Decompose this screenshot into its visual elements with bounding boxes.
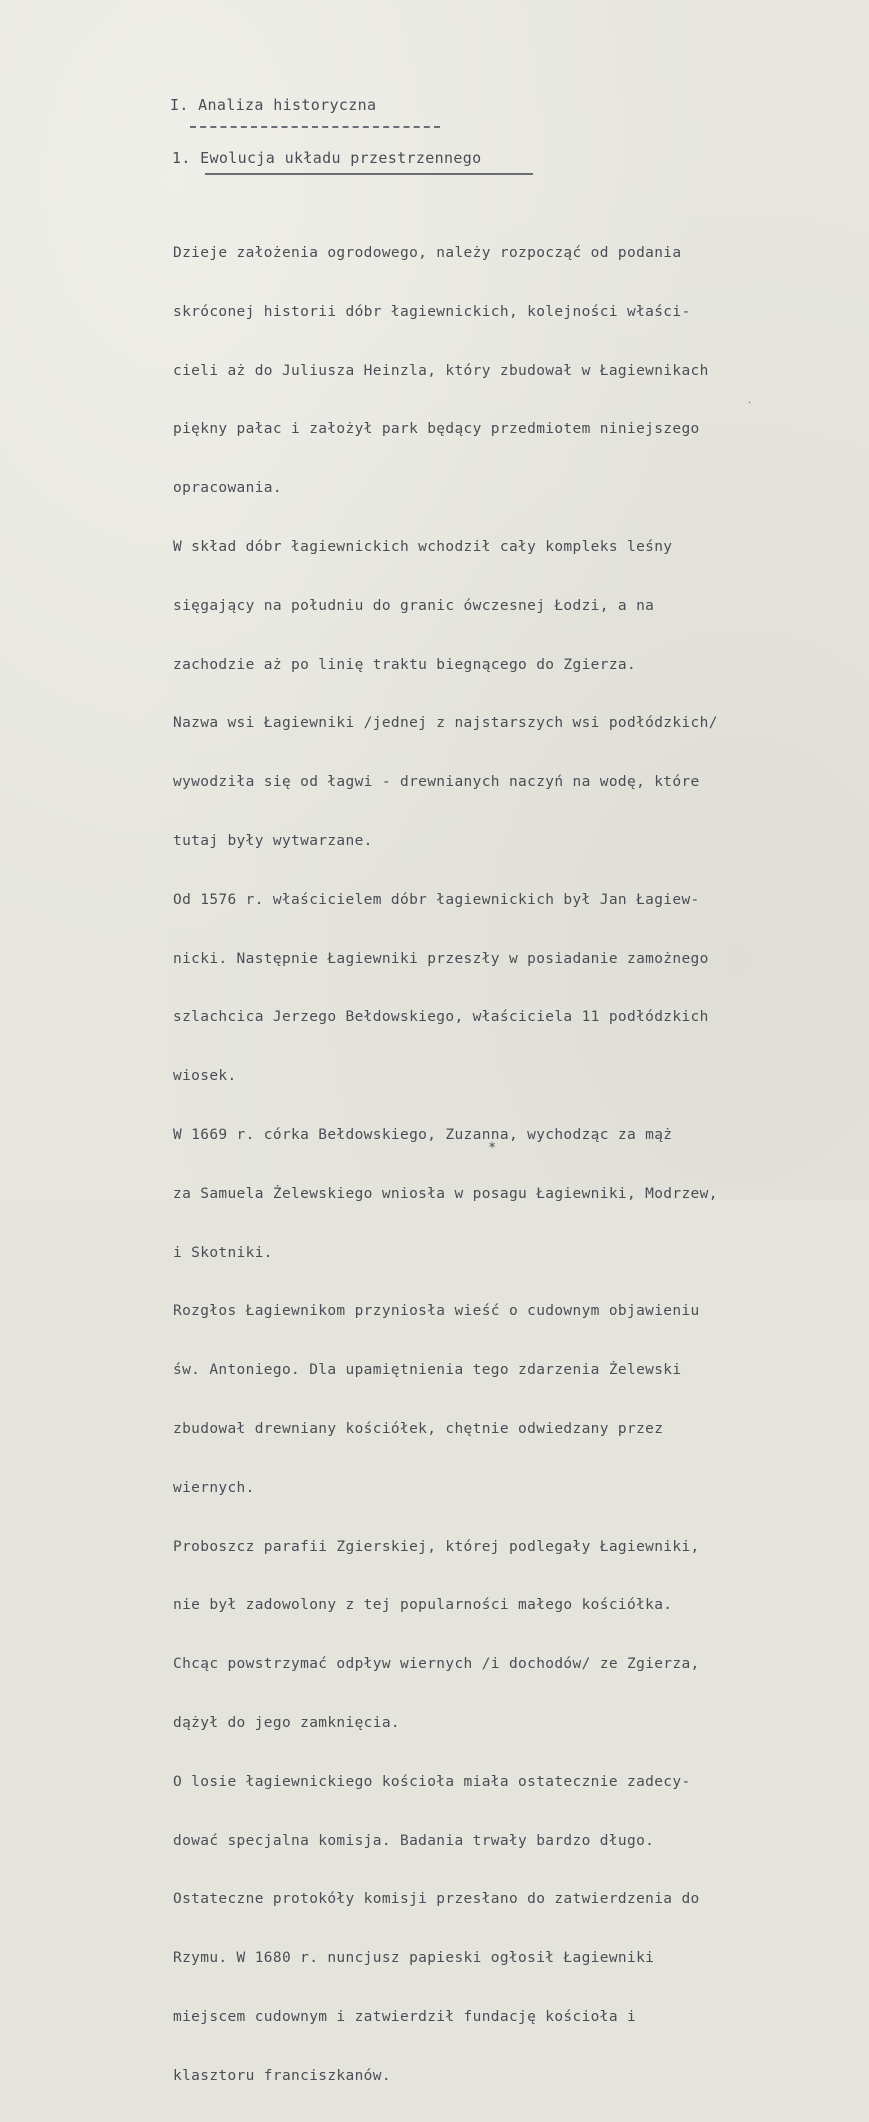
text-line: klasztoru franciszkanów. [173,2067,391,2084]
text-line: sięgający na południu do granic ówczesnej Łodzi, a na [173,597,655,614]
text-line: W 1669 r. córka Bełdowskiego, Zuzanna, wychodząc za mąż [173,1126,673,1143]
text-line: Proboszcz parafii Zgierskiej, której podlegały Łagiewniki, [173,1538,700,1555]
section-heading-underline [190,126,440,128]
body-text [173,208,718,2122]
text-line: i Skotniki. [173,1244,273,1261]
text-line: Dzieje założenia ogrodowego, należy rozpocząć od podania [173,245,682,261]
text-line: Chcąc powstrzymać odpływ wiernych /i dochodów/ ze Zgierza, [173,1656,700,1673]
text-line: dować specjalna komisja. Badania trwały bardzo długo. [173,1832,655,1849]
text-line: Nazwa wsi Łagiewniki /jednej z najstarszych wsi podłódzkich/ [173,715,718,732]
text-line: za Samuela Żelewskiego wniosła w posagu Łagiewniki, Modrzew, [173,1185,718,1202]
text-line: O losie łagiewnickiego kościoła miała ostatecznie zadecy- [173,1773,691,1790]
text-line: Ostateczne protokóły komisji przesłano do zatwierdzenia do [173,1891,700,1908]
subsection-heading-underline [205,173,533,175]
text-line: wiosek. [173,1068,237,1085]
text-line: nie był zadowolony z tej popularności małego kościółka. [173,1597,673,1614]
text-line: opracowania. [173,480,282,497]
section-heading: I. Analiza historyczna [170,96,377,114]
text-line: tutaj były wytwarzane. [173,832,373,849]
text-line: nicki. Następnie Łagiewniki przeszły w posiadanie zamożnego [173,950,709,967]
text-line: wiernych. [173,1479,255,1496]
text-line: skróconej historii dóbr łagiewnickich, kolejności właści- [173,303,691,320]
text-line: piękny pałac i założył park będący przedmiotem niniejszego [173,421,700,438]
ink-speck: ∗ [488,1140,497,1151]
text-line: cieli aż do Juliusza Heinzla, który zbudował w Łagiewnikach [173,362,709,379]
text-line: św. Antoniego. Dla upamiętnienia tego zdarzenia Żelewski [173,1362,682,1379]
text-line: szlachcica Jerzego Bełdowskiego, właściciela 11 podłódzkich [173,1009,709,1026]
text-line: wywodziła się od łagwi - drewnianych naczyń na wodę, które [173,774,700,791]
text-line: Rzymu. W 1680 r. nuncjusz papieski ogłosił Łagiewniki [173,1950,655,1967]
text-line: zbudował drewniany kościółek, chętnie odwiedzany przez [173,1420,664,1437]
text-line: Od 1576 r. właścicielem dóbr łagiewnickich był Jan Łagiew- [173,891,700,908]
text-line: miejscem cudownym i zatwierdził fundację kościoła i [173,2008,637,2025]
text-line: dążył do jego zamknięcia. [173,1714,400,1731]
text-line: Rozgłos Łagiewnikom przyniosła wieść o cudownym objawieniu [173,1303,700,1320]
text-line: zachodzie aż po linię traktu biegnącego do Zgierza. [173,656,637,673]
text-line: W skład dóbr łagiewnickich wchodził cały kompleks leśny [173,538,673,555]
ink-speck: · [748,398,752,409]
subsection-heading: 1. Ewolucja układu przestrzennego [172,149,482,167]
